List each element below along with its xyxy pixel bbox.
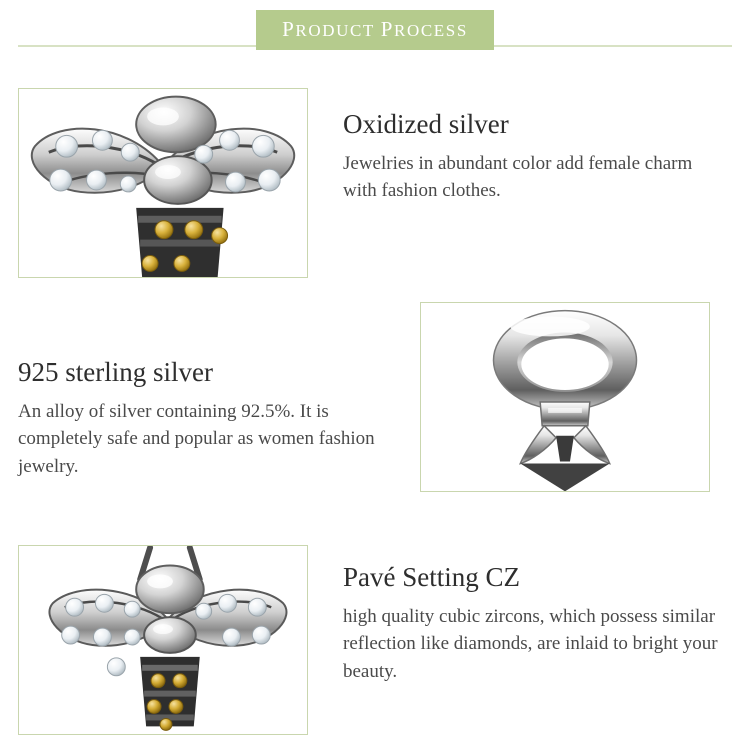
page-title-word-two: ROCESS	[394, 21, 468, 40]
section-sterling-silver	[18, 302, 710, 492]
page-title-initial-two: P	[380, 17, 395, 41]
pave-setting-body: high quality cubic zircons, which possess similar reflection like diamonds, are inlaid to bright your beauty.	[343, 605, 718, 682]
oxidized-silver-body: Jewelries in abundant color add female charm with fashion clothes.	[343, 152, 693, 202]
bee-charm-closeup-illustration	[19, 89, 307, 277]
oxidized-silver-heading: Oxidized silver	[343, 109, 509, 139]
section-pave-setting-cz	[18, 545, 723, 735]
bee-charm-closeup-photo	[18, 88, 308, 278]
charm-bail-illustration	[421, 303, 709, 491]
sterling-silver-heading: 925 sterling silver	[18, 357, 213, 387]
page-header	[0, 0, 750, 60]
pave-setting-heading: Pavé Setting CZ	[343, 562, 520, 592]
pave-setting-text-block	[343, 545, 723, 735]
charm-bail-photo	[420, 302, 710, 492]
section-oxidized-silver	[18, 88, 723, 278]
sterling-silver-body: An alloy of silver containing 92.5%. It is completely safe and popular as women fashion jewelry.	[18, 400, 375, 477]
page-title-word-one: RODUCT	[295, 21, 375, 40]
bee-charm-full-photo	[18, 545, 308, 735]
bee-charm-full-illustration	[19, 546, 307, 734]
oxidized-silver-text-block	[343, 88, 723, 278]
sterling-silver-text-block	[18, 302, 398, 492]
page-title	[256, 10, 494, 50]
page-title-initial: P	[282, 17, 296, 41]
